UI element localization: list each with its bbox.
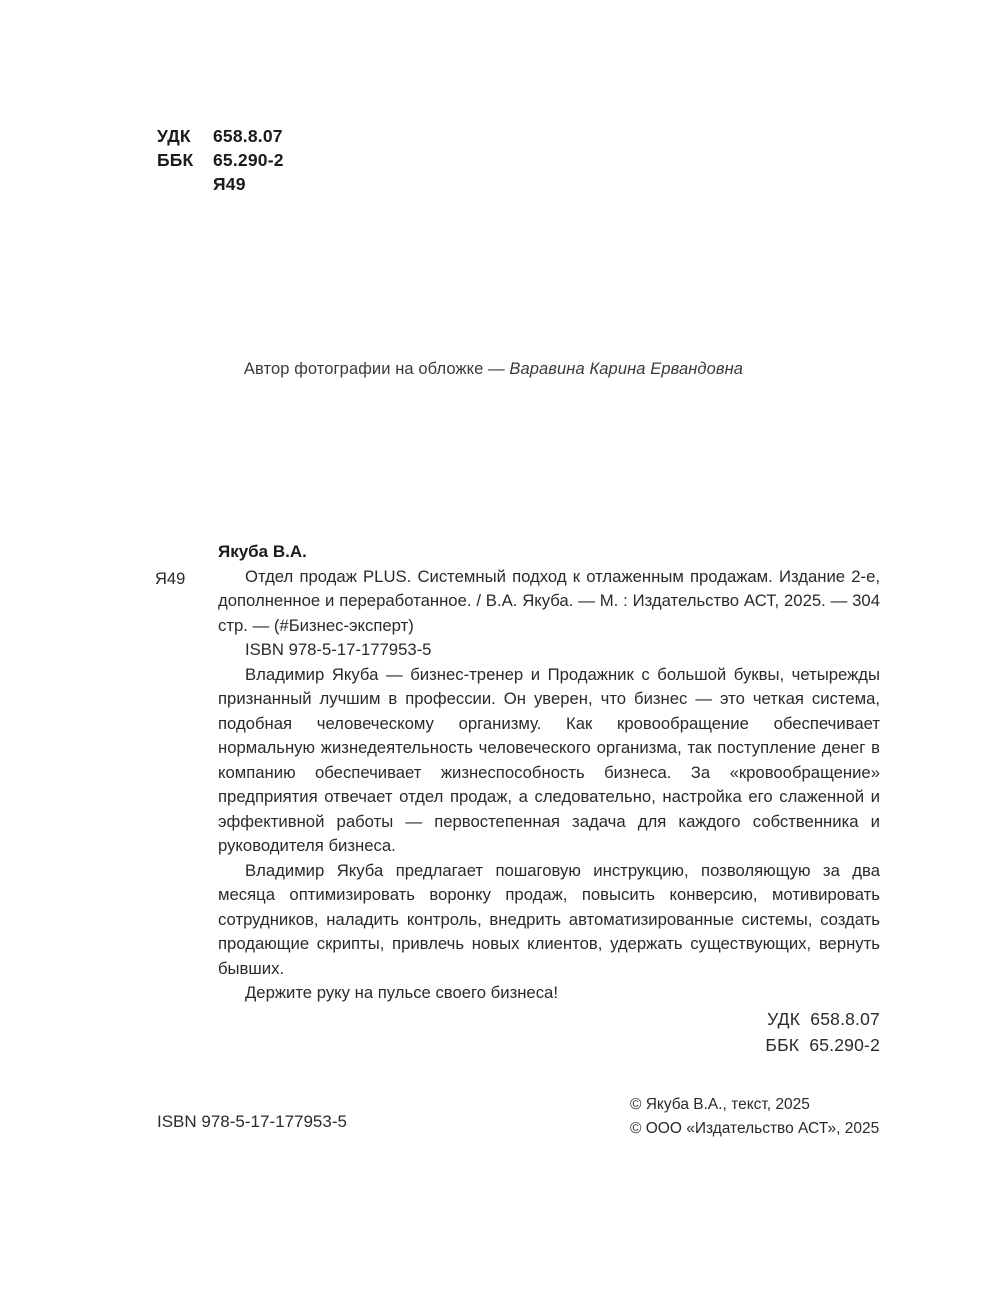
udk-label-top: УДК	[157, 126, 191, 146]
sigla-row-top	[157, 172, 284, 196]
udk-label-bottom: УДК	[767, 1009, 801, 1029]
classification-top-block	[157, 124, 284, 196]
biblio-isbn: ISBN 978-5-17-177953-5	[245, 640, 432, 659]
sigla-value-top: Я49	[213, 174, 246, 194]
bbk-value-top: 65.290-2	[213, 150, 284, 170]
copyright-block	[630, 1093, 879, 1141]
copyright-author-line: © Якуба В.А., текст, 2025	[630, 1096, 810, 1113]
bbk-label-bottom: ББК	[765, 1035, 800, 1055]
copyright-publisher-line: © ООО «Издательство АСТ», 2025	[630, 1120, 880, 1137]
biblio-title: Отдел продаж PLUS. Системный подход к отлаженным продажам. Издание 2-е, дополненное и переработанное. / В.А. Якуба. — М. : Издательство АСТ, 2025. — 304 стр. — (#Бизнес-эксперт)	[218, 566, 880, 635]
bbk-label-top: ББК	[157, 150, 194, 170]
cover-photo-credit-prefix: Автор фотографии на обложке —	[243, 360, 510, 378]
bbk-value-bottom: 65.290-2	[809, 1035, 880, 1055]
annotation-paragraph-3: Держите руку на пульсе своего бизнеса!	[245, 983, 558, 1002]
annotation-paragraph-2: Владимир Якуба предлагает пошаговую инструкцию, позволяющую за два месяца оптимизировать воронку продаж, повысить конверсию, мотивировать сотрудников, наладить контроль, внедрить автоматизированные системы, создать продающие скрипты, привлечь новых клиентов, удержать существующих, вернуть бывших.	[218, 860, 880, 978]
udk-value-bottom: 658.8.07	[810, 1009, 880, 1029]
cover-photo-author-name: Варавина Карина Ервандовна	[509, 360, 744, 378]
udk-row-bottom	[560, 1006, 880, 1032]
annotation-block	[218, 663, 880, 1006]
cover-photo-credit	[0, 360, 987, 379]
udk-value-top: 658.8.07	[213, 126, 283, 146]
udk-row-top	[157, 124, 284, 148]
biblio-author: Якуба В.А.	[218, 542, 307, 561]
footer-isbn: ISBN 978-5-17-177953-5	[157, 1112, 347, 1131]
biblio-sigla: Я49	[155, 570, 186, 588]
biblio-body	[218, 540, 880, 1006]
bbk-row-bottom	[560, 1032, 880, 1058]
bbk-row-top	[157, 148, 284, 172]
annotation-paragraph-1: Владимир Якуба — бизнес-тренер и Продажник с большой буквы, четырежды признанный лучшим в профессии. Он уверен, что бизнес — это четкая система, подобная человеческому организму. Как кровообращение обеспечивает нормальную жизнедеятельность человеческого организма, так поступление денег в компанию обеспечивает жизнеспособность бизнеса. За «кровообращение» предприятия отвечает отдел продаж, а следовательно, настройка его слаженной и эффективной работы — первостепенная задача для каждого собственника и руководителя бизнеса.	[218, 664, 880, 855]
bibliographic-record	[155, 540, 880, 1006]
classification-bottom-block	[560, 1006, 880, 1058]
